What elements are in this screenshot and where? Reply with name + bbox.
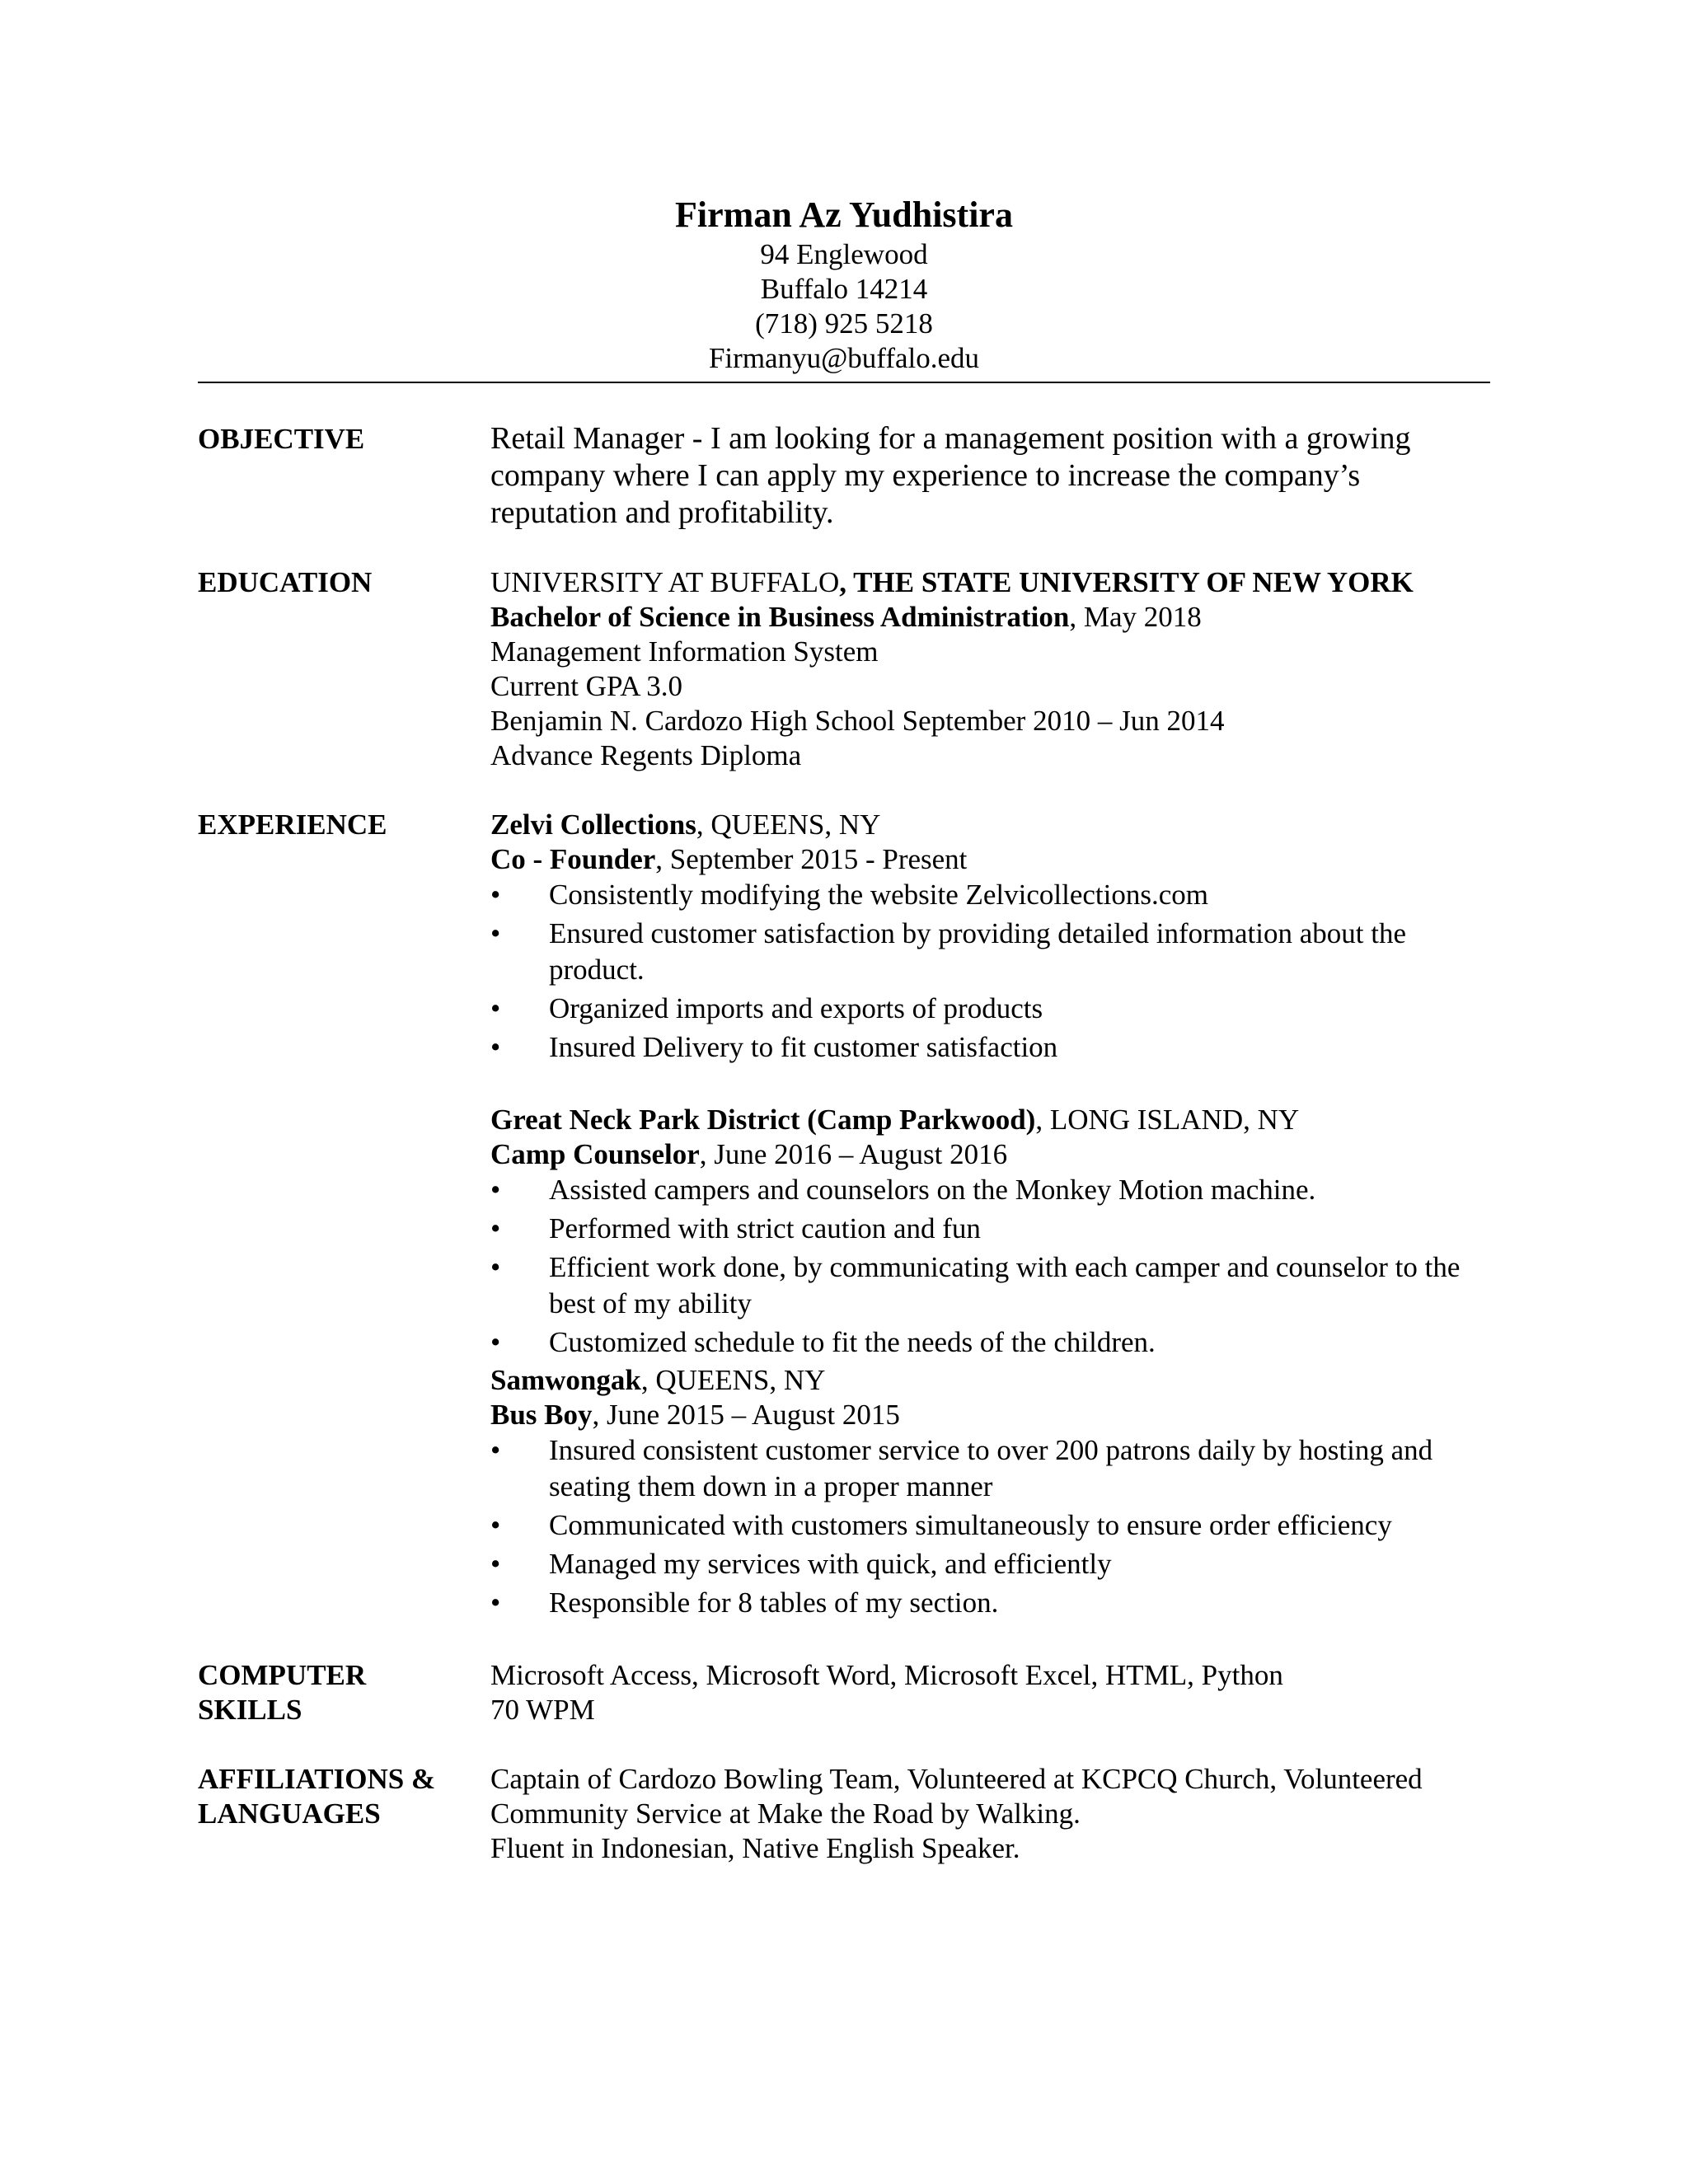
bullet-icon: • [490, 992, 501, 1024]
bullet-icon: • [490, 1434, 501, 1466]
job-bullets [490, 1172, 1504, 1361]
list-item [490, 1546, 1504, 1582]
education-label: EDUCATION [198, 566, 373, 598]
bullet-text: Insured consistent customer service to over 200 patrons daily by hosting and seating them down in a proper manner [549, 1434, 1433, 1502]
job-title: Co - Founder [490, 843, 656, 875]
affiliations-label-line: AFFILIATIONS & [198, 1763, 436, 1795]
bullet-icon: • [490, 917, 501, 949]
skills-list: Microsoft Access, Microsoft Word, Microsoft Excel, HTML, Python [490, 1659, 1283, 1691]
typing-speed: 70 WPM [490, 1694, 595, 1726]
bullet-icon: • [490, 1586, 501, 1619]
high-school: Benjamin N. Cardozo High School September 2010 – Jun 2014 [490, 705, 1225, 737]
job-location: , QUEENS, NY [696, 808, 881, 841]
bullet-text: Customized schedule to fit the needs of the children. [549, 1326, 1156, 1358]
bullet-text: Responsible for 8 tables of my section. [549, 1586, 999, 1619]
bullet-text: Managed my services with quick, and efficiently [549, 1548, 1112, 1580]
job-company: Zelvi Collections [490, 808, 696, 841]
objective-line: Retail Manager - I am looking for a management position with a growing [490, 421, 1411, 456]
phone-number: (718) 925 5218 [755, 307, 933, 340]
list-item [490, 1211, 1504, 1247]
bullet-icon: • [490, 1174, 501, 1206]
list-item [490, 1324, 1504, 1361]
affiliations-content [490, 1762, 1504, 1866]
job-title: Camp Counselor [490, 1138, 700, 1170]
degree-line [490, 600, 1504, 635]
bullet-text: Organized imports and exports of products [549, 992, 1043, 1024]
job-location: , QUEENS, NY [640, 1364, 826, 1396]
list-item [490, 916, 1504, 988]
bullet-icon: • [490, 1251, 501, 1283]
skills-label [198, 1658, 478, 1727]
affiliations-line: Community Service at Make the Road by Walking. [490, 1797, 1081, 1830]
experience-content [490, 808, 1504, 1624]
bullet-icon: • [490, 1509, 501, 1541]
gpa: Current GPA 3.0 [490, 670, 683, 702]
skills-content [490, 1658, 1504, 1727]
school-name-part1: UNIVERSITY AT BUFFALO [490, 566, 840, 598]
list-item [490, 877, 1504, 913]
job-company-line [490, 808, 1504, 842]
resume-header [0, 194, 1688, 376]
degree-name: Bachelor of Science in Business Administration [490, 601, 1070, 633]
affiliations-label [198, 1762, 478, 1831]
list-item [490, 1585, 1504, 1621]
list-item [490, 1029, 1504, 1066]
list-item [490, 1172, 1504, 1208]
address-line-2: Buffalo 14214 [760, 272, 928, 305]
job-bullets [490, 1432, 1504, 1621]
bullet-text: Insured Delivery to fit customer satisfaction [549, 1031, 1058, 1063]
address-line-1: 94 Englewood [760, 237, 928, 270]
list-item [490, 1507, 1504, 1544]
bullet-text: Ensured customer satisfaction by providing detailed information about the product. [549, 917, 1407, 986]
bullet-icon: • [490, 879, 501, 911]
job-dates: , June 2016 – August 2016 [699, 1138, 1008, 1170]
list-item [490, 991, 1504, 1027]
email-address: Firmanyu@buffalo.edu [708, 341, 980, 374]
candidate-name: Firman Az Yudhistira [675, 194, 1013, 235]
diploma: Advance Regents Diploma [490, 739, 802, 771]
job-title-line [490, 842, 1504, 877]
job-company-line [490, 1363, 1504, 1398]
job-dates: , September 2015 - Present [655, 843, 968, 875]
school-name-part2: , THE STATE UNIVERSITY OF NEW YORK [839, 566, 1414, 598]
job-entry [490, 1363, 1504, 1621]
languages-line: Fluent in Indonesian, Native English Speaker. [490, 1832, 1020, 1864]
school-name [490, 565, 1504, 600]
skills-label-line: SKILLS [198, 1694, 302, 1726]
affiliations-label-line: LANGUAGES [198, 1797, 381, 1830]
job-location: , LONG ISLAND, NY [1035, 1104, 1300, 1136]
bullet-icon: • [490, 1548, 501, 1580]
job-bullets [490, 877, 1504, 1066]
bullet-text: Communicated with customers simultaneously to ensure order efficiency [549, 1509, 1392, 1541]
bullet-icon: • [490, 1031, 501, 1063]
skills-label-line: COMPUTER [198, 1659, 367, 1691]
major: Management Information System [490, 635, 879, 668]
list-item [490, 1249, 1504, 1322]
job-dates: , June 2015 – August 2015 [592, 1399, 900, 1431]
bullet-text: Assisted campers and counselors on the Monkey Motion machine. [549, 1174, 1316, 1206]
objective-line: reputation and profitability. [490, 495, 834, 530]
job-company: Samwongak [490, 1364, 641, 1396]
objective-label: OBJECTIVE [198, 423, 365, 455]
spacer [490, 1068, 1504, 1103]
job-company-line [490, 1103, 1504, 1137]
job-title: Bus Boy [490, 1399, 593, 1431]
bullet-icon: • [490, 1212, 501, 1244]
affiliations-line: Captain of Cardozo Bowling Team, Volunteered at KCPCQ Church, Volunteered [490, 1763, 1423, 1795]
bullet-text: Consistently modifying the website Zelvicollections.com [549, 879, 1209, 911]
job-title-line [490, 1398, 1504, 1432]
job-company: Great Neck Park District (Camp Parkwood) [490, 1104, 1036, 1136]
objective-line: company where I can apply my experience to increase the company’s [490, 458, 1361, 493]
degree-date: , May 2018 [1069, 601, 1202, 633]
job-title-line [490, 1137, 1504, 1172]
header-divider [198, 382, 1490, 383]
experience-label: EXPERIENCE [198, 808, 387, 841]
job-entry [490, 808, 1504, 1066]
list-item [490, 1432, 1504, 1505]
bullet-icon: • [490, 1326, 501, 1358]
job-entry [490, 1103, 1504, 1361]
objective-text [490, 420, 1504, 532]
education-content [490, 565, 1504, 773]
bullet-text: Performed with strict caution and fun [549, 1212, 981, 1244]
bullet-text: Efficient work done, by communicating with each camper and counselor to the best of my ability [549, 1251, 1461, 1319]
